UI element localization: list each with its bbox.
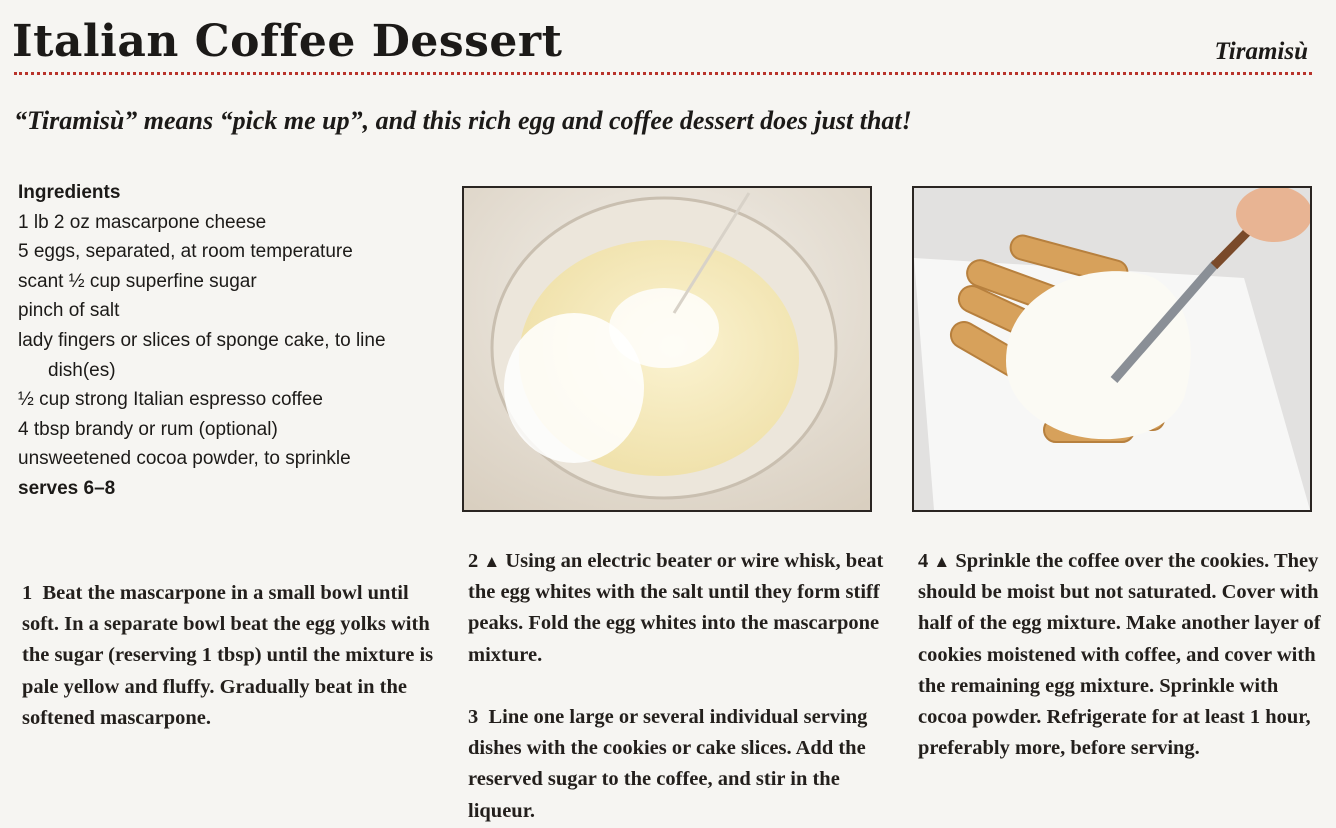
step-1 <box>22 578 442 734</box>
step-text: Beat the mascarpone in a small bowl until soft. In a separate bowl beat the egg yolks with the sugar (reserving 1 tbsp) until the mixture is pale yellow and fluffy. Gradually beat in the softened mascarpone. <box>22 582 434 729</box>
intro-tagline: “Tiramisù” means “pick me up”, and this rich egg and coffee dessert does just that! <box>14 106 912 135</box>
photo-mixing-bowl <box>462 186 872 512</box>
ingredient-item: unsweetened cocoa powder, to sprinkle <box>18 448 351 470</box>
serves-count: serves 6–8 <box>18 477 116 499</box>
dotted-divider <box>14 72 1312 75</box>
step-number: 1 <box>22 582 33 604</box>
ingredients-section <box>18 178 438 504</box>
step-number: 4 <box>918 550 929 572</box>
step-number: 3 <box>468 706 479 728</box>
ingredient-item: scant ½ cup superfine sugar <box>18 270 257 292</box>
step-text: Line one large or several individual serving dishes with the cookies or cake slices. Add the reserved sugar to the coffee, and stir in the liqueur. <box>468 706 868 822</box>
ingredient-item: 1 lb 2 oz mascarpone cheese <box>18 211 267 233</box>
ingredients-heading: Ingredients <box>18 182 121 203</box>
triangle-marker-icon: ▲ <box>933 552 951 571</box>
ingredient-item: ½ cup strong Italian espresso coffee <box>18 389 323 411</box>
ingredients-list <box>18 208 438 474</box>
step-2 <box>468 546 888 671</box>
step-4 <box>918 546 1328 764</box>
ingredient-item: 4 tbsp brandy or rum (optional) <box>18 418 278 440</box>
italian-name: Tiramisù <box>1214 38 1308 65</box>
step-3 <box>468 702 888 827</box>
step-text: Sprinkle the coffee over the cookies. They should be moist but not saturated. Cover with half of the egg mixture. Make another layer of cookies moistened with coffee, and cover with the remaining egg mixture. Sprinkle with cocoa powder. Refrigerate for at least 1 hour, preferably more, before serving. <box>918 550 1321 760</box>
recipe-title: Italian Coffee Dessert <box>12 16 563 67</box>
ingredient-item: 5 eggs, separated, at room temperature <box>18 241 353 263</box>
step-number: 2 <box>468 550 479 572</box>
triangle-marker-icon: ▲ <box>483 552 501 571</box>
step-text: Using an electric beater or wire whisk, beat the egg whites with the salt until they form stiff peaks. Fold the egg whites into the mascarpone mixture. <box>468 550 884 666</box>
ingredient-item: lady fingers or slices of sponge cake, to line dish(es) <box>18 329 386 381</box>
photo-layering-dish <box>912 186 1312 512</box>
ingredient-item: pinch of salt <box>18 300 120 322</box>
